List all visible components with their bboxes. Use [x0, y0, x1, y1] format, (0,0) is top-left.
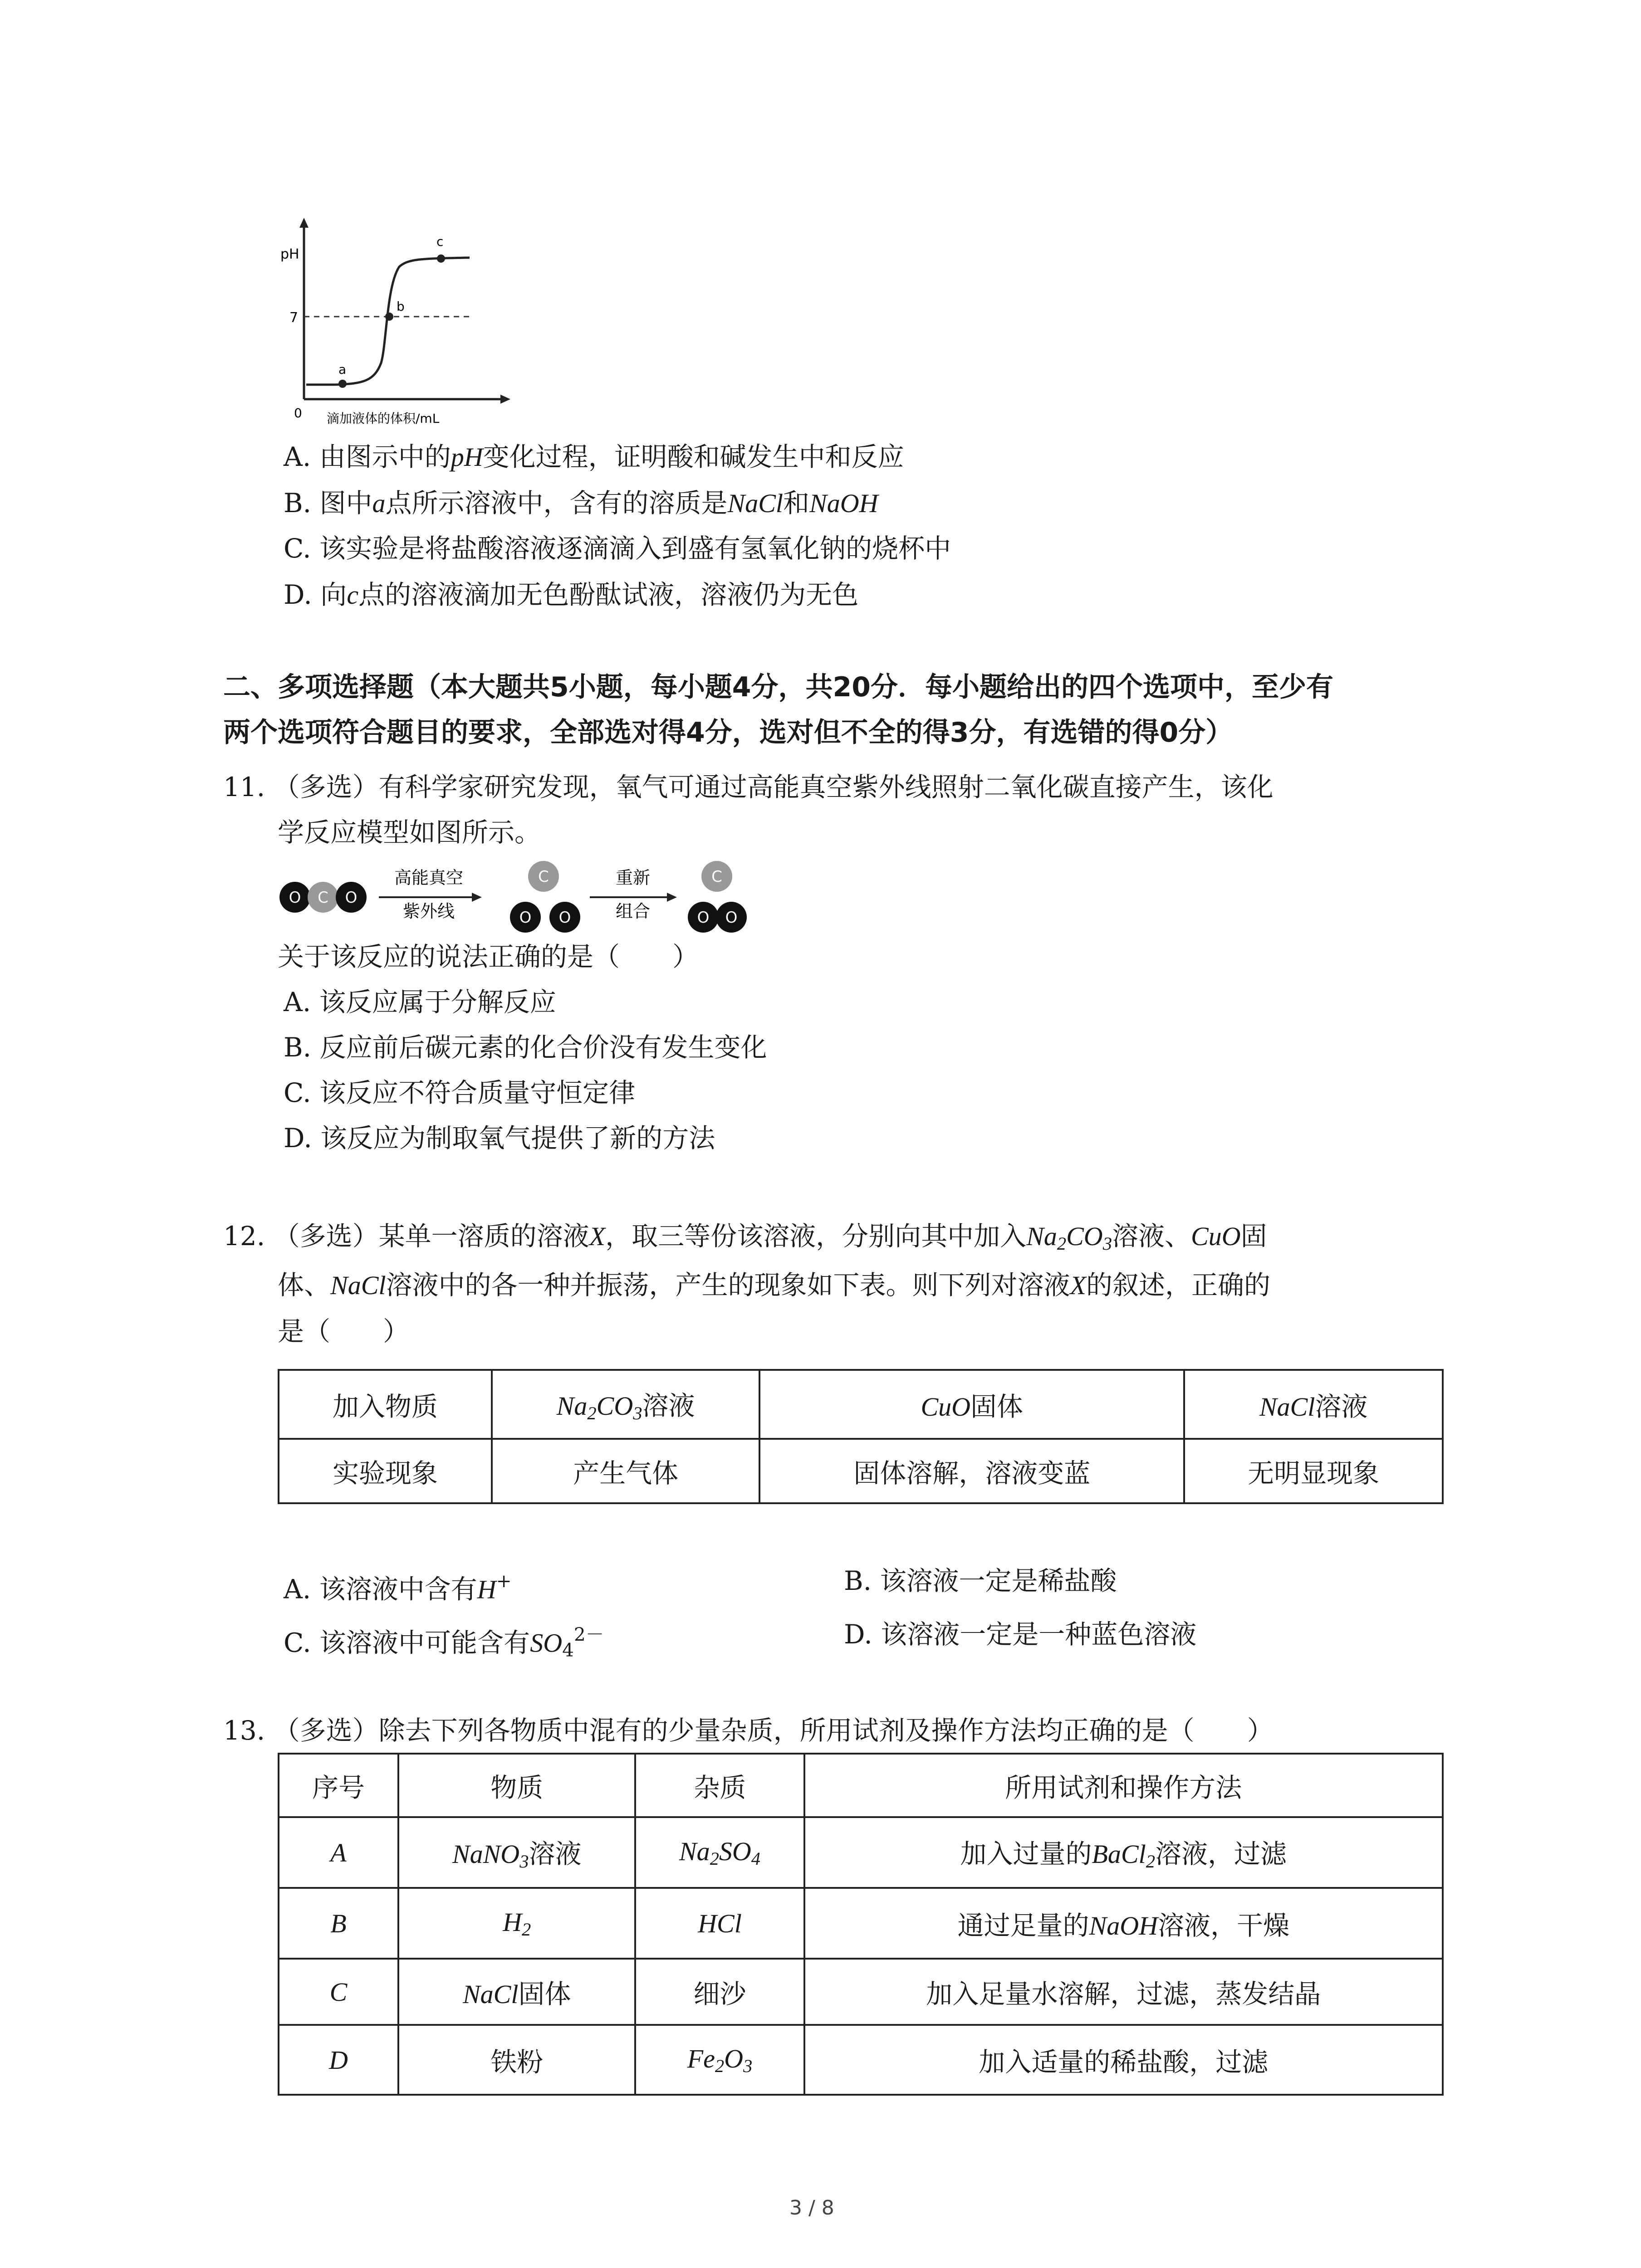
- q13-table: [278, 1753, 1444, 2096]
- formula-part: 固体: [970, 1391, 1024, 1422]
- atom-label: O: [519, 909, 532, 927]
- arrow2-label-top: 重新: [615, 868, 651, 888]
- table-row: [279, 1370, 1443, 1439]
- q10-a-text: A. 由图示中的: [284, 441, 451, 472]
- point-b-marker: [385, 313, 393, 321]
- table-cell: 固体溶解，溶液变蓝: [759, 1439, 1184, 1503]
- q12-option-d: D. 该溶液一定是一种蓝色溶液: [844, 1619, 1197, 1650]
- q10-a-ph: pH: [451, 442, 483, 472]
- atom-label: O: [345, 889, 358, 907]
- table-cell: [804, 1888, 1443, 1959]
- formula-sub: 2: [710, 1848, 719, 1869]
- formula-sub: 2: [1146, 1851, 1156, 1872]
- formula-part: Fe: [687, 2043, 715, 2073]
- x-axis-label: 滴加液体的体积/mL: [327, 411, 440, 426]
- formula-part: Na: [679, 1836, 710, 1866]
- q12-text: 固: [1240, 1221, 1267, 1251]
- table-cell: [398, 1888, 635, 1959]
- atom-label: C: [538, 868, 549, 886]
- point-a-label: a: [338, 362, 347, 377]
- table-cell: 加入足量水溶解，过滤，蒸发结晶: [804, 1959, 1443, 2025]
- page-number: 3 / 8: [789, 2196, 834, 2219]
- q12-text: 体、: [278, 1270, 331, 1300]
- table-cell: [635, 2025, 804, 2095]
- table-cell: 加入适量的稀盐酸，过滤: [804, 2025, 1443, 2095]
- q10-option-d: [284, 579, 858, 611]
- q12-stem-line3: 是（ ）: [278, 1316, 410, 1347]
- q12-var-x: X: [1070, 1271, 1086, 1300]
- table-cell: D: [279, 2025, 398, 2095]
- table-cell: 加入物质: [279, 1370, 492, 1439]
- q10-d-text-end: 点的溶液滴加无色酚酞试液，溶液仍为无色: [358, 579, 859, 610]
- formula-part: Na: [556, 1391, 588, 1421]
- q12-text: ，取三等份该溶液，分别向其中加入: [605, 1221, 1027, 1251]
- atom-label: C: [318, 889, 328, 907]
- point-c-marker: [437, 254, 445, 263]
- table-cell: [1184, 1370, 1443, 1439]
- formula-part: H: [503, 1907, 522, 1937]
- table-header: 所用试剂和操作方法: [804, 1754, 1443, 1817]
- titration-curve: [306, 258, 470, 385]
- atom-label: O: [697, 909, 710, 927]
- arrow1-label-top: 高能真空: [394, 868, 464, 888]
- q12-var-x: X: [589, 1222, 606, 1251]
- q12-stem-line1: [223, 1220, 1267, 1260]
- q10-a-text-end: 变化过程，证明酸和碱发生中和反应: [483, 441, 904, 472]
- method-text: 加入过量的: [960, 1838, 1092, 1870]
- table-row: [279, 1817, 1443, 1888]
- point-b-label: b: [397, 299, 405, 314]
- q12-text: 溶液、: [1112, 1221, 1191, 1251]
- q11-option-a: A. 该反应属于分解反应: [284, 987, 556, 1017]
- table-cell: [398, 1817, 635, 1888]
- section2-heading-line2: 两个选项符合题目的要求，全部选对得4分，选对但不全的得3分，有选错的得0分）: [223, 717, 1233, 748]
- formula-part: 溶液: [529, 1838, 582, 1870]
- formula-sub: 2: [522, 1919, 531, 1940]
- q10-option-b: [284, 487, 878, 519]
- q10-b-mid: 点所示溶液中，含有的溶质是: [385, 488, 728, 518]
- point-c-label: c: [436, 234, 444, 249]
- formula-part: 溶液: [642, 1390, 695, 1422]
- ion-sub: 4: [562, 1639, 574, 1661]
- q12-text: 的叙述，正确的: [1086, 1270, 1270, 1300]
- formula-part: SO: [719, 1836, 751, 1866]
- table-cell: A: [279, 1817, 398, 1888]
- q11-option-c: C. 该反应不符合质量守恒定律: [284, 1077, 636, 1108]
- formula-part: NaCl: [1259, 1392, 1315, 1422]
- formula-part: BaCl: [1092, 1839, 1146, 1869]
- table-cell: 细沙: [635, 1959, 804, 2025]
- table-cell: 产生气体: [492, 1439, 759, 1503]
- q12-formula-na2co3: [1026, 1222, 1112, 1254]
- method-text: 溶液，过滤: [1155, 1838, 1287, 1870]
- table-cell: C: [279, 1959, 398, 2025]
- table-row: [279, 2025, 1443, 2095]
- section2-heading-line1: 二、多项选择题（本大题共5小题，每小题4分，共20分．每小题给出的四个选项中，至少有: [223, 671, 1333, 703]
- q10-option-a: [284, 441, 904, 473]
- formula-part: 固体: [518, 1979, 571, 2009]
- table-row: [279, 1439, 1443, 1503]
- q11-stem-line2: 学反应模型如图所示。: [278, 817, 541, 848]
- table-header: 物质: [398, 1754, 635, 1817]
- origin-label: 0: [294, 406, 302, 420]
- separated-atoms: [510, 861, 580, 933]
- ion-charge: +: [496, 1570, 512, 1592]
- table-cell: HCl: [635, 1888, 804, 1959]
- table-header: 杂质: [635, 1754, 804, 1817]
- y-axis-arrow: [299, 218, 309, 228]
- ion-formula: SO: [530, 1628, 563, 1658]
- q11-stem-line1: 11. （多选）有科学家研究发现，氧气可通过高能真空紫外线照射二氧化碳直接产生，该化: [223, 772, 1274, 802]
- formula-sub: 4: [751, 1848, 761, 1869]
- q12-formula-cuo: CuO: [1191, 1222, 1241, 1251]
- q10-b-and: 和: [783, 488, 810, 518]
- atom-label: C: [711, 868, 722, 886]
- table-cell: [635, 1817, 804, 1888]
- table-header: 序号: [279, 1754, 398, 1817]
- table-row: [279, 1888, 1443, 1959]
- ion-charge: 2－: [573, 1623, 604, 1645]
- formula-part: CuO: [921, 1392, 971, 1422]
- q12-option-b: B. 该溶液一定是稀盐酸: [844, 1565, 1117, 1596]
- formula-sub: 3: [519, 1851, 529, 1872]
- q12-text: 溶液中的各一种并振荡，产生的现象如下表。则下列对溶液: [386, 1270, 1070, 1300]
- table-cell: 实验现象: [279, 1439, 492, 1503]
- q10-d-var: c: [347, 580, 359, 610]
- formula-sub: 2: [587, 1403, 597, 1424]
- formula-part: 溶液: [1315, 1391, 1368, 1422]
- formula-part: NaOH: [1089, 1911, 1158, 1941]
- atom-label: O: [289, 889, 301, 907]
- q10-option-c: C. 该实验是将盐酸溶液逐滴滴入到盛有氢氧化钠的烧杯中: [284, 533, 951, 564]
- table-cell: 无明显现象: [1184, 1439, 1443, 1503]
- co2-molecule: [279, 882, 367, 913]
- arrow-head-icon: [667, 893, 677, 902]
- table-cell: [759, 1370, 1184, 1439]
- method-text: 通过足量的: [957, 1910, 1089, 1941]
- method-text: 溶液，干燥: [1158, 1910, 1290, 1941]
- option-text: A. 该溶液中含有: [284, 1574, 477, 1605]
- q11-option-b: B. 反应前后碳元素的化合价没有发生变化: [284, 1032, 767, 1063]
- table-cell: [492, 1370, 759, 1439]
- q10-d-text: D. 向: [284, 579, 347, 610]
- q11-option-d: D. 该反应为制取氧气提供了新的方法: [284, 1123, 715, 1154]
- formula-part: CO: [1066, 1222, 1103, 1251]
- q12-stem-line2: [278, 1269, 1270, 1301]
- table-row: [279, 1754, 1443, 1817]
- table-cell: [398, 1959, 635, 2025]
- table-cell: B: [279, 1888, 398, 1959]
- q12-table: [278, 1369, 1444, 1504]
- q13-stem: 13. （多选）除去下列各物质中混有的少量杂质，所用试剂及操作方法均正确的是（ ）: [223, 1715, 1274, 1746]
- table-cell: 铁粉: [398, 2025, 635, 2095]
- formula-sub: 3: [1102, 1233, 1112, 1254]
- q12-text: 12. （多选）某单一溶质的溶液: [223, 1221, 589, 1251]
- formula-sub: 2: [1057, 1233, 1067, 1254]
- formula-part: Na: [1026, 1222, 1057, 1251]
- q10-b-formula1: NaCl: [727, 489, 784, 518]
- option-text: C. 该溶液中可能含有: [284, 1627, 530, 1658]
- formula-part: CO: [596, 1391, 633, 1421]
- formula-sub: 3: [633, 1403, 642, 1424]
- q11-question: 关于该反应的说法正确的是（ ）: [278, 941, 699, 972]
- formula-part: NaNO: [452, 1839, 520, 1869]
- q12-option-c: [284, 1618, 604, 1666]
- q10-b-text: B. 图中: [284, 488, 372, 518]
- table-row: [279, 1959, 1443, 2025]
- q10-b-formula2: NaOH: [809, 489, 878, 518]
- ph7-label: 7: [289, 310, 299, 326]
- x-axis-arrow: [500, 395, 510, 404]
- q12-formula-nacl: NaCl: [330, 1271, 386, 1300]
- arrow-head-icon: [472, 893, 482, 902]
- point-a-marker: [338, 380, 347, 388]
- products: [688, 861, 747, 933]
- formula-part: O: [724, 2043, 744, 2073]
- q12-option-a: [284, 1565, 512, 1605]
- atom-label: O: [725, 909, 738, 927]
- ion-formula: H: [477, 1574, 496, 1604]
- atom-label: O: [558, 909, 571, 927]
- formula-sub: 2: [715, 2056, 725, 2077]
- formula-sub: 3: [743, 2056, 753, 2077]
- q10-b-var: a: [372, 489, 386, 518]
- ph-titration-graph: [268, 218, 513, 426]
- formula-part: NaCl: [462, 1980, 519, 2009]
- arrow2-label-bottom: 组合: [615, 901, 651, 921]
- table-cell: [804, 1817, 1443, 1888]
- arrow1-label-bottom: 紫外线: [402, 901, 455, 921]
- q11-reaction-model: [272, 857, 753, 948]
- y-axis-label: pH: [280, 246, 299, 262]
